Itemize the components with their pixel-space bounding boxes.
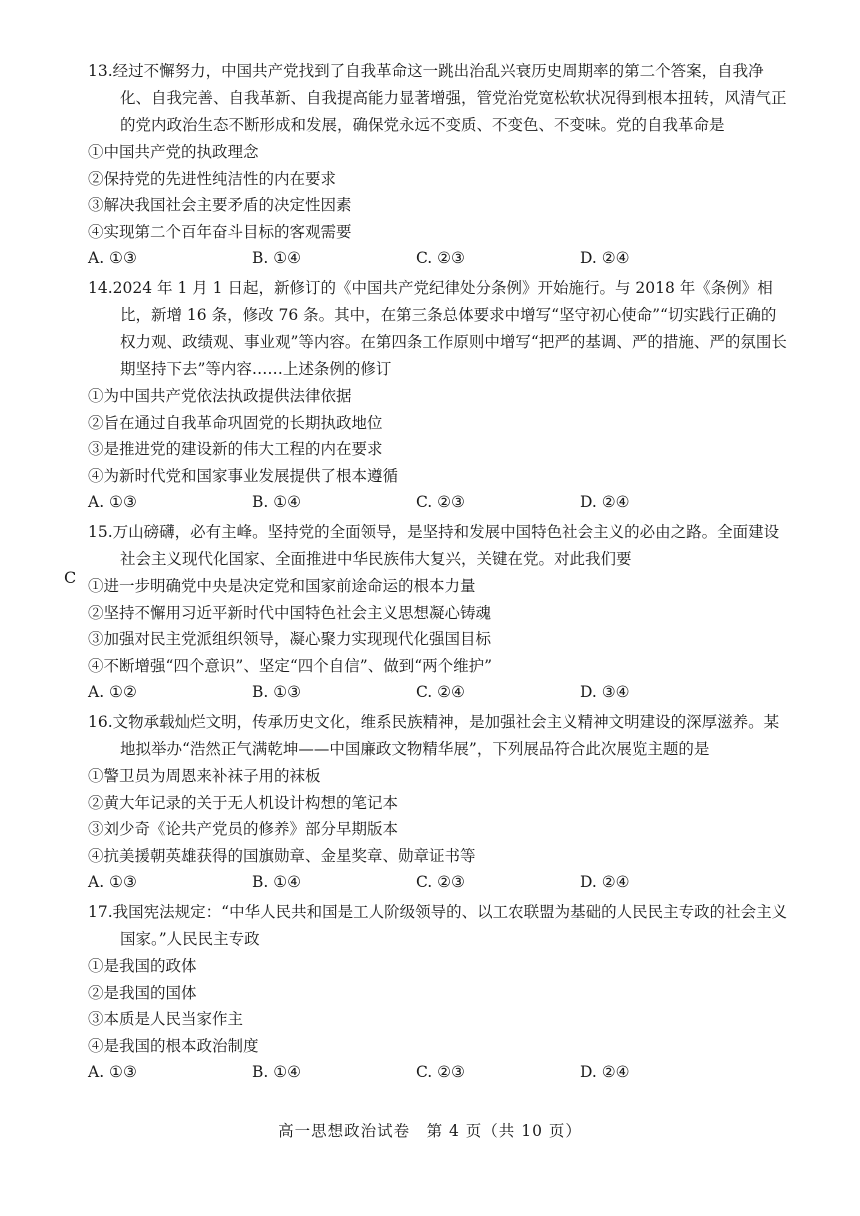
option-2: ②旨在通过自我革命巩固党的长期执政地位 bbox=[88, 413, 383, 432]
choice-b: B. ①④ bbox=[252, 493, 302, 511]
question-15 bbox=[88, 519, 788, 705]
page-footer: 高一思想政治试卷 第 4 页（共 10 页） bbox=[278, 1122, 582, 1140]
option-1: ①警卫员为周恩来补袜子用的袜板 bbox=[88, 767, 321, 785]
question-text: 我国宪法规定：“中华人民共和国是工人阶级领导的、以工农联盟为基础的人民民主专政的社会主义国家。”人民民主专政 bbox=[112, 903, 788, 948]
choice-b: B. ①③ bbox=[252, 683, 302, 701]
choice-c: C. ②③ bbox=[416, 249, 465, 267]
answer-choices bbox=[88, 869, 788, 895]
option-3: ③是推进党的建设新的伟大工程的内在要求 bbox=[88, 440, 383, 458]
option-2: ②是我国的国体 bbox=[88, 983, 197, 1002]
choice-a: A. ①③ bbox=[88, 493, 137, 511]
option-1: ①为中国共产党依法执政提供法律依据 bbox=[88, 387, 352, 405]
option-1: ①中国共产党的执政理念 bbox=[88, 143, 259, 161]
answer-choices bbox=[88, 1059, 788, 1085]
option-4: ④为新时代党和国家事业发展提供了根本遵循 bbox=[88, 466, 399, 485]
answer-choices bbox=[88, 489, 788, 515]
question-17 bbox=[88, 899, 788, 1085]
option-3: ③解决我国社会主要矛盾的决定性因素 bbox=[88, 196, 352, 214]
question-number: 13. bbox=[88, 62, 113, 80]
option-4: ④实现第二个百年奋斗目标的客观需要 bbox=[88, 222, 352, 241]
option-1: ①是我国的政体 bbox=[88, 957, 197, 975]
question-stem bbox=[88, 899, 788, 953]
question-stem bbox=[88, 275, 788, 383]
question-number: 15. bbox=[88, 523, 113, 541]
question-stem bbox=[88, 709, 788, 763]
option-3: ③刘少奇《论共产党员的修养》部分早期版本 bbox=[88, 820, 399, 838]
question-number: 14. bbox=[88, 279, 113, 297]
choice-a: A. ①③ bbox=[88, 873, 137, 891]
choice-d: D. ②④ bbox=[580, 493, 630, 511]
choice-d: D. ②④ bbox=[580, 1063, 630, 1081]
question-13 bbox=[88, 58, 788, 271]
question-text: 万山磅礴，必有主峰。坚持党的全面领导，是坚持和发展中国特色社会主义的必由之路。全面建设社会主义现代化国家、全面推进中华民族伟大复兴，关键在党。对此我们要 bbox=[112, 523, 780, 568]
question-text: 2024 年 1 月 1 日起，新修订的《中国共产党纪律处分条例》开始施行。与 2018 年《条例》相比，新增 16 条，修改 76 条。其中，在第三条总体要求中增写“坚守初心使命”“切实践行正确的权力观、政绩观、事业观”等内容。在第四条工作原则中增写“把严的基调、严的措施、严的氛围长期坚持下去”等内容……上述条例的修订 bbox=[112, 279, 787, 378]
choice-b: B. ①④ bbox=[252, 1063, 302, 1081]
question-text: 文物承载灿烂文明，传承历史文化，维系民族精神，是加强社会主义精神文明建设的深厚滋养。某地拟举办“浩然正气满乾坤——中国廉政文物精华展”，下列展品符合此次展览主题的是 bbox=[112, 713, 780, 758]
answer-choices bbox=[88, 245, 788, 271]
question-14 bbox=[88, 275, 788, 515]
option-4: ④抗美援朝英雄获得的国旗勋章、金星奖章、勋章证书等 bbox=[88, 846, 476, 865]
choice-c: C. ②③ bbox=[416, 493, 465, 511]
question-number: 17. bbox=[88, 903, 113, 921]
answer-choices bbox=[88, 679, 788, 705]
option-4: ④不断增强“四个意识”、坚定“四个自信”、做到“两个维护” bbox=[88, 656, 493, 675]
option-2: ②坚持不懈用习近平新时代中国特色社会主义思想凝心铸魂 bbox=[88, 603, 492, 622]
margin-mark: C bbox=[64, 568, 77, 587]
option-2: ②保持党的先进性纯洁性的内在要求 bbox=[88, 169, 337, 188]
option-3: ③本质是人民当家作主 bbox=[88, 1010, 244, 1028]
choice-d: D. ③④ bbox=[580, 683, 630, 701]
question-number: 16. bbox=[88, 713, 113, 731]
choice-c: C. ②③ bbox=[416, 1063, 465, 1081]
choice-d: D. ②④ bbox=[580, 873, 630, 891]
choice-a: A. ①② bbox=[88, 683, 137, 701]
question-stem bbox=[88, 58, 788, 139]
choice-c: C. ②③ bbox=[416, 873, 465, 891]
question-stem bbox=[88, 519, 788, 573]
choice-a: A. ①③ bbox=[88, 249, 137, 267]
choice-c: C. ②④ bbox=[416, 683, 465, 701]
choice-a: A. ①③ bbox=[88, 1063, 137, 1081]
exam-page bbox=[88, 58, 788, 1089]
choice-b: B. ①④ bbox=[252, 873, 302, 891]
choice-b: B. ①④ bbox=[252, 249, 302, 267]
question-16 bbox=[88, 709, 788, 895]
choice-d: D. ②④ bbox=[580, 249, 630, 267]
option-2: ②黄大年记录的关于无人机设计构想的笔记本 bbox=[88, 793, 399, 812]
question-text: 经过不懈努力，中国共产党找到了自我革命这一跳出治乱兴衰历史周期率的第二个答案，自我净化、自我完善、自我革新、自我提高能力显著增强，管党治党宽松软状况得到根本扭转，风清气正的党内政治生态不断形成和发展，确保党永远不变质、不变色、不变味。党的自我革命是 bbox=[112, 62, 787, 134]
option-4: ④是我国的根本政治制度 bbox=[88, 1036, 259, 1055]
option-3: ③加强对民主党派组织领导，凝心聚力实现现代化强国目标 bbox=[88, 630, 492, 648]
option-1: ①进一步明确党中央是决定党和国家前途命运的根本力量 bbox=[88, 577, 476, 595]
